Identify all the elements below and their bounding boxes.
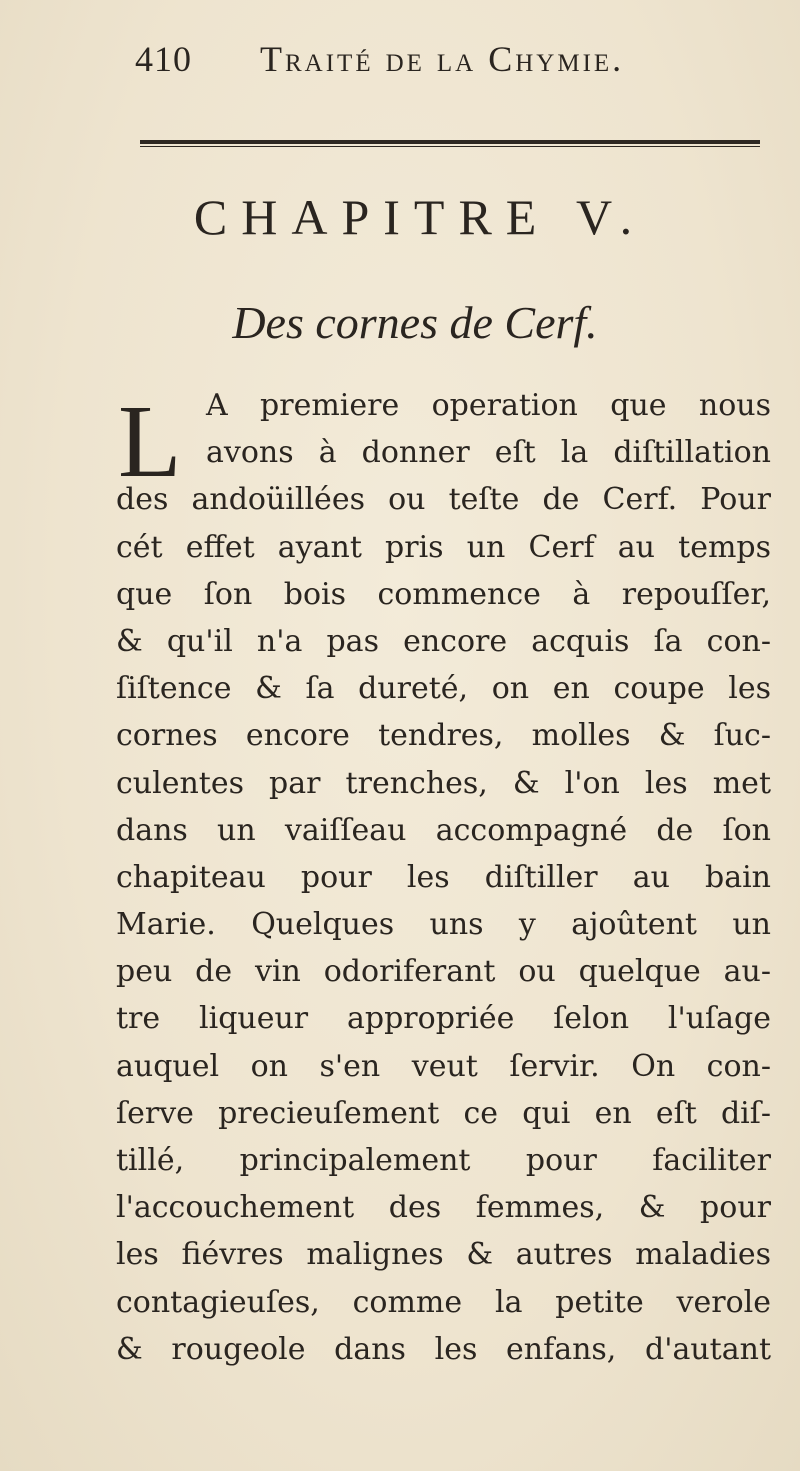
text-line: & rougeole dans les enfans, d'autant [116,1331,771,1367]
text-line: & qu'il n'a pas encore acquis ſa con- [116,623,771,659]
text-line: auquel on s'en veut ſervir. On con- [116,1048,771,1084]
page-number: 410 [135,39,192,79]
text-line: peu de vin odoriferant ou quelque au- [116,954,771,990]
running-title: Traité de la Chymie. [260,39,625,79]
text-line: des andoüillées ou teſte de Cerf. Pour [116,482,771,518]
text-line: culentes par trenches, & l'on les met [116,765,771,801]
text-line: dans un vaiſſeau accompagné de ſon [116,812,771,848]
text-line: chapiteau pour les diſtiller au bain [116,859,771,895]
text-line: A premiere operation que nous [206,388,771,423]
text-line: tillé, principalement pour faciliter [116,1143,771,1178]
chapter-heading: CHAPITRE V. [193,189,647,245]
text-line: ſiſtence & ſa dureté, on en coupe les [116,671,771,707]
text-line: cornes encore tendres, molles & ſuc- [116,718,771,754]
body-text [116,382,771,1373]
header-rule [140,140,760,147]
text-line: contagieuſes, comme la petite verole [116,1284,771,1320]
chapter-subtitle: Des cornes de Cerf. [232,297,598,348]
text-line: cét effet ayant pris un Cerf au temps [116,529,771,565]
text-line: les fiévres malignes & autres maladies [116,1237,771,1273]
text-line: ſerve precieuſement ce qui en eſt diſ- [116,1095,771,1131]
text-line: tre liqueur appropriée ſelon l'uſage [116,1001,771,1037]
page-header [135,38,755,98]
drop-cap: L [118,384,182,499]
text-line: avons à donner eſt la diſtillation [206,435,771,471]
text-line: Marie. Quelques uns y ajoûtent un [116,907,771,943]
text-line: que ſon bois commence à repouſſer, [116,576,771,612]
text-line: l'accouchement des femmes, & pour [116,1190,771,1226]
